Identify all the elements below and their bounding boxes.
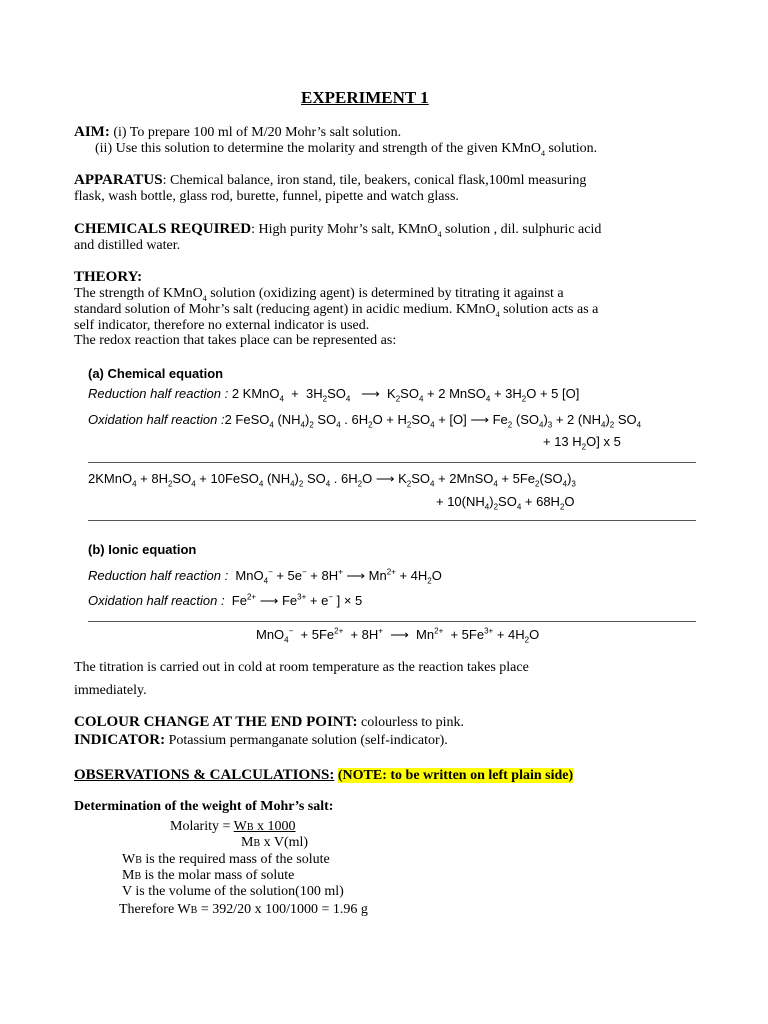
divider-1 xyxy=(88,462,696,463)
theory-line-3: self indicator, therefore no external indicator is used. xyxy=(74,318,370,333)
chem-oxidation-cont: + 13 $H_2O$] x 5 xyxy=(543,434,621,452)
aim-label: AIM: xyxy=(74,124,110,140)
apparatus-line-2: flask, wash bottle, glass rod, burette, funnel, pipette and watch glass. xyxy=(74,189,459,204)
divider-3 xyxy=(88,621,696,622)
observations-label: OBSERVATIONS & CALCULATIONS: xyxy=(74,767,335,783)
divider-2 xyxy=(88,520,696,521)
ionic-equation-heading: (b) Ionic equation xyxy=(88,542,197,557)
therefore-line: Therefore WB = 392/20 x 100/1000 = 1.96 g xyxy=(119,902,368,917)
chem-overall-cont: + $10(NH_4)_2SO_4 + 68H_2O$ xyxy=(436,494,575,512)
chemicals-text-1a: : High purity Mohr’s salt, KMnO xyxy=(251,222,438,237)
theory-sub-2: 4 xyxy=(495,309,500,319)
chemical-equation-heading: (a) Chemical equation xyxy=(88,366,224,381)
den-sub: B xyxy=(253,838,261,849)
theory-label: THEORY: xyxy=(74,269,143,285)
indicator-value: Potassium permanganate solution (self-indicator). xyxy=(165,733,448,748)
chem-oxidation-cont-b: O] x 5 xyxy=(586,434,621,449)
v-line: V is the volume of the solution(100 ml) xyxy=(122,884,344,899)
titration-line-2: immediately. xyxy=(74,683,147,698)
aim-text-2: (ii) Use this solution to determine the molarity and strength of the given KMnO xyxy=(95,141,541,156)
theory-text-2b: solution acts as a xyxy=(499,302,599,317)
num-sub: B xyxy=(246,822,254,833)
theory-text-1b: solution (oxidizing agent) is determined by titrating it against a xyxy=(206,286,564,301)
indicator-label: INDICATOR: xyxy=(74,732,166,748)
observations-note: (NOTE: to be written on left plain side) xyxy=(337,768,574,783)
molarity-denominator xyxy=(241,835,308,852)
num-w: W xyxy=(233,819,247,834)
ionic-reduction-line: Reduction half reaction : MnO$_4$− + 5e− + 8H+ ⟶ $Mn^{2+} + 4H_2O$ xyxy=(88,567,442,586)
ionic-oxidation-line: Oxidation half reaction : $Fe^{2+}$ ⟶ $Fe^{3+} + e^-$ ] × 5 xyxy=(88,592,363,608)
titration-line-1: The titration is carried out in cold at room temperature as the reaction takes place xyxy=(74,660,529,675)
chem-oxidation-line: Oxidation half reaction :2 FeSO$_4$ $(NH_4)_2$ $SO_4$ . $6H_2O + H_2SO_4 + [O]$ ⟶ $Fe_2$ $(SO_4)_3 + 2$ $(NH_4)_2$ $SO_4$ xyxy=(88,412,642,430)
chemicals-line-2: and distilled water. xyxy=(74,238,181,253)
observations-line xyxy=(74,767,573,784)
aim-line-2 xyxy=(95,141,597,157)
chemicals-line-1 xyxy=(74,221,601,238)
den-m: M xyxy=(241,835,254,850)
mb-line: MB is the molar mass of solute xyxy=(122,868,295,883)
aim-sub: 4 xyxy=(540,148,545,158)
aim-line-1 xyxy=(74,124,401,141)
apparatus-label: APPARATUS xyxy=(74,172,163,188)
num-rest: x 1000 xyxy=(253,819,296,834)
molarity-lhs: Molarity = xyxy=(170,819,234,834)
chemicals-sub: 4 xyxy=(437,229,442,239)
aim-text-2-end: solution. xyxy=(544,141,598,156)
colour-change-value: colourless to pink. xyxy=(357,715,465,730)
chem-reduction-line: Reduction half reaction : 2 KMnO$_4$ + $3H_2SO_4$ ⟶ $K_2SO_4 + 2$ MnSO$_4$ + $3H_2O + 5$ [O] xyxy=(88,386,580,404)
chemicals-text-1b: solution , dil. sulphuric acid xyxy=(441,222,602,237)
weight-heading: Determination of the weight of Mohr’s salt: xyxy=(74,799,334,814)
wb-desc: is the required mass of the solute xyxy=(141,852,330,867)
ionic-oxidation-label: Oxidation half reaction : xyxy=(88,593,225,608)
ionic-overall-line: $MnO_4^- + 5Fe^{2+} + 8H^+$ ⟶ $Mn^{2+} + 5Fe^{3+} + 4H_2O$ xyxy=(256,626,540,645)
therefore-b: = 392/20 x 100/1000 = 1.96 g xyxy=(197,902,368,917)
theory-sub-1: 4 xyxy=(202,293,207,303)
den-rest: x V(ml) xyxy=(260,835,309,850)
chem-overall-line: 2KMnO$_4$ + $8H_2SO_4$ + 10FeSO$_4$ $(NH_4)_2$ $SO_4$ . $6H_2O$ ⟶ $K_2SO_4$ + 2MnSO$_4$ + $5Fe_2(SO_4)_3$ xyxy=(88,471,576,489)
theory-text-1a: The strength of KMnO xyxy=(74,286,203,301)
indicator-line xyxy=(74,732,448,749)
theory-text-2a: standard solution of Mohr’s salt (reducing agent) in acidic medium. KMnO xyxy=(74,302,496,317)
colour-change-label: COLOUR CHANGE AT THE END POINT: xyxy=(74,714,358,730)
chem-oxidation-cont-a: + 13 H xyxy=(543,434,582,449)
theory-line-4: The redox reaction that takes place can be represented as: xyxy=(74,333,397,348)
chemicals-label: CHEMICALS REQUIRED xyxy=(74,221,252,237)
apparatus-text-1: : Chemical balance, iron stand, tile, beakers, conical flask,100ml measuring xyxy=(162,173,587,188)
chem-overall-cont-text: + 10(NH xyxy=(436,494,485,509)
chem-reduction-label: Reduction half reaction : xyxy=(88,386,229,401)
ionic-reduction-label: Reduction half reaction : xyxy=(88,568,229,583)
wb-line: WB is the required mass of the solute xyxy=(122,852,330,867)
aim-text-1: (i) To prepare 100 ml of M/20 Mohr’s salt solution. xyxy=(113,125,402,140)
page-title: EXPERIMENT 1 xyxy=(301,88,429,107)
therefore-a: Therefore W xyxy=(119,902,191,917)
theory-line-2 xyxy=(74,302,598,318)
colour-change-line xyxy=(74,714,464,731)
molarity-formula xyxy=(170,819,296,836)
chem-oxidation-label: Oxidation half reaction : xyxy=(88,412,225,427)
theory-line-1 xyxy=(74,286,564,302)
molarity-numerator xyxy=(234,819,296,834)
mb-desc: is the molar mass of solute xyxy=(141,868,295,883)
apparatus-line-1 xyxy=(74,172,586,189)
